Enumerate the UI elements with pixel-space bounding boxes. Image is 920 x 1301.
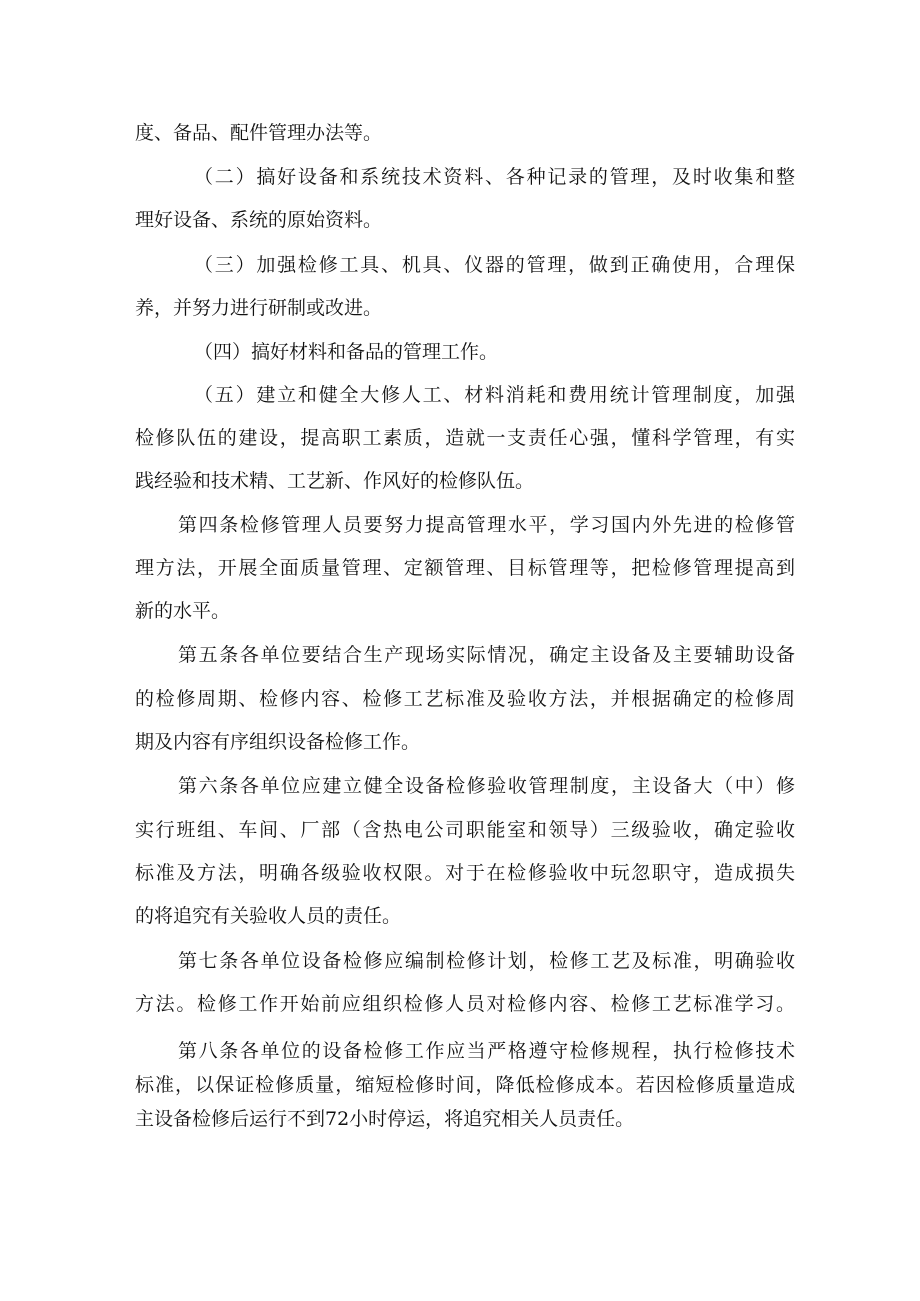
paragraph-line: 第五条各单位要结合生产现场实际情况，确定主设备及主要辅助设备 <box>178 644 795 666</box>
paragraph-line: 的检修周期、检修内容、检修工艺标准及验收方法，并根据确定的检修周 <box>135 688 795 710</box>
paragraph-line: 的将追究有关验收人员的责任。 <box>135 905 402 927</box>
paragraph-line: 第六条各单位应建立健全设备检修验收管理制度，主设备大（中）修 <box>178 775 795 797</box>
paragraph-line: 第七条各单位设备检修应编制检修计划，检修工艺及标准，明确验收 <box>178 950 795 972</box>
paragraph-line: 第八条各单位的设备检修工作应当严格遵守检修规程，执行检修技术 <box>178 1040 795 1062</box>
paragraph-line: （五）建立和健全大修人工、材料消耗和费用统计管理制度，加强 <box>194 384 795 406</box>
paragraph-line: 实行班组、车间、厂部（含热电公司职能室和领导）三级验收，确定验收 <box>135 819 795 841</box>
paragraph-line: （三）加强检修工具、机具、仪器的管理，做到正确使用，合理保 <box>194 254 795 276</box>
paragraph-line: 标准，以保证检修质量，缩短检修时间，降低检修成本。若因检修质量造成 <box>135 1074 795 1096</box>
paragraph-line: 检修队伍的建设，提高职工素质，造就一支责任心强，懂科学管理，有实 <box>135 427 795 449</box>
paragraph-line: 期及内容有序组织设备检修工作。 <box>135 731 421 753</box>
paragraph-line: 方法。检修工作开始前应组织检修人员对检修内容、检修工艺标准学习。 <box>135 993 795 1015</box>
paragraph-line: 理好设备、系统的原始资料。 <box>135 209 383 231</box>
paragraph-line: 践经验和技术精、工艺新、作风好的检修队伍。 <box>135 470 535 492</box>
paragraph-line: （四）搞好材料和备品的管理工作。 <box>194 341 499 363</box>
paragraph-line: 养，并努力进行研制或改进。 <box>135 297 383 319</box>
paragraph-line: 主设备检修后运行不到72小时停运，将追究相关人员责任。 <box>135 1108 635 1130</box>
paragraph-line: （二）搞好设备和系统技术资料、各种记录的管理，及时收集和整 <box>194 166 795 188</box>
paragraph-line: 理方法，开展全面质量管理、定额管理、目标管理等，把检修管理提高到 <box>135 557 795 579</box>
paragraph-line: 第四条检修管理人员要努力提高管理水平，学习国内外先进的检修管 <box>178 514 795 536</box>
paragraph-line: 新的水平。 <box>135 600 231 622</box>
paragraph-line: 标准及方法，明确各级验收权限。对于在检修验收中玩忽职守，造成损失 <box>135 862 795 884</box>
paragraph-line: 度、备品、配件管理办法等。 <box>135 122 383 144</box>
